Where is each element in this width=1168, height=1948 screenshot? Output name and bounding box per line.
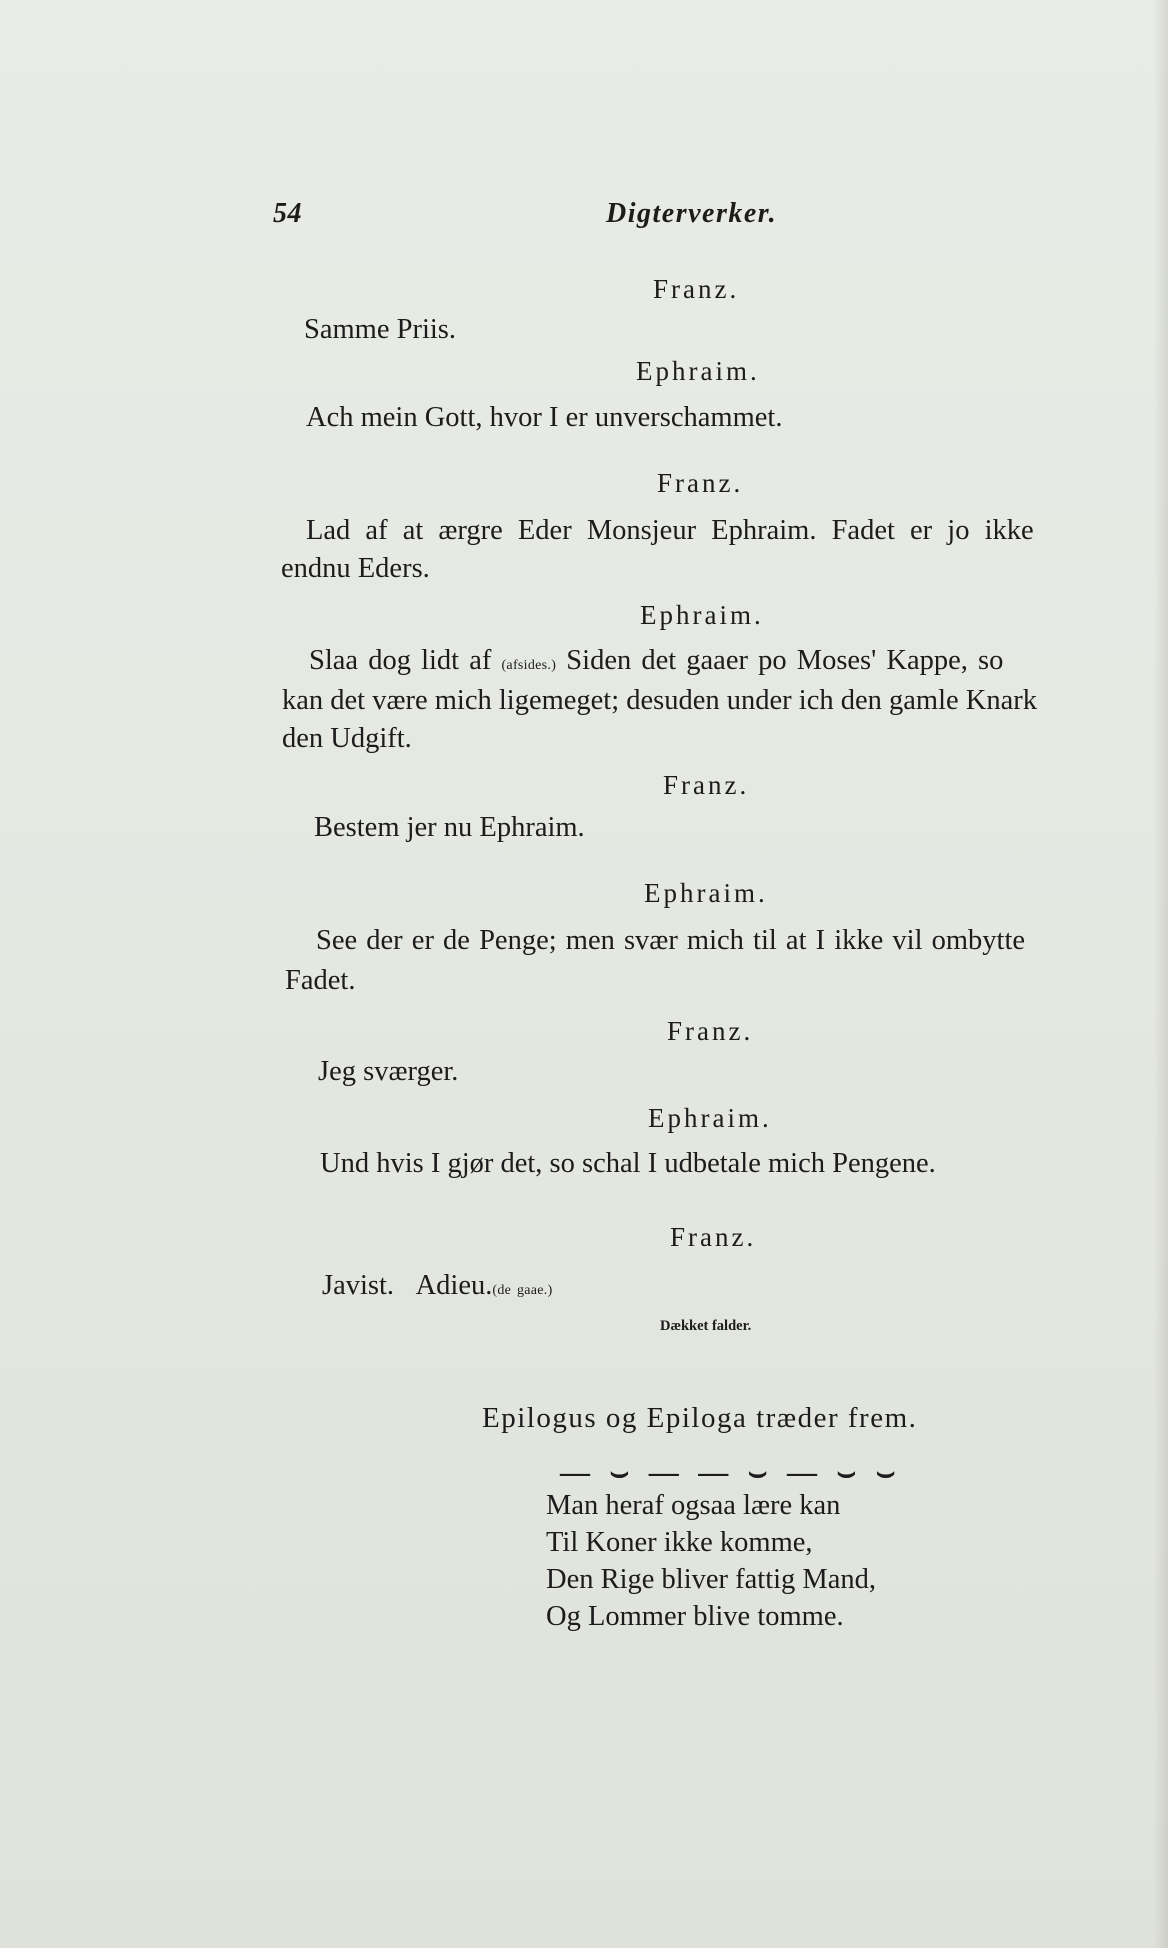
dialogue-line: Bestem jer nu Ephraim. — [314, 812, 585, 843]
dialogue-line-continued: Fadet. — [285, 965, 356, 996]
dialogue-line: Und hvis I gjør det, so schal I udbetale mich Pengene. — [320, 1148, 936, 1179]
dialogue-text: Siden det gaaer po Moses' Kappe, so — [566, 645, 1004, 676]
verse-line: Den Rige bliver fattig Mand, — [546, 1564, 877, 1595]
verse-line: Til Koner ikke komme, — [546, 1527, 813, 1558]
dialogue-line-continued: kan det være mich ligemeget; desuden under ich den gamle Knark — [282, 685, 1037, 716]
dialogue-line: See der er de Penge; men svær mich til at I ikke vil ombytte — [316, 925, 1026, 956]
epilogue-heading: Epilogus og Epiloga træder frem. — [482, 1402, 918, 1434]
speaker-name: Franz. — [670, 1222, 757, 1252]
dialogue-line — [322, 1265, 553, 1312]
dialogue-line: Lad af at ærgre Eder Monsjeur Ephraim. Fadet er jo ikke — [306, 515, 1034, 546]
metrical-scansion: — ⌣ — — ⌣ — ⌣ ⌣ — [560, 1456, 902, 1489]
page-header — [0, 198, 1168, 238]
page-edge-shadow — [1154, 0, 1168, 1948]
speaker-name: Franz. — [663, 770, 750, 800]
page-number: 54 — [273, 198, 302, 229]
speaker-name: Franz. — [667, 1016, 754, 1046]
dialogue-text: Javist. Adieu. — [322, 1270, 493, 1301]
speaker-name: Ephraim. — [636, 356, 760, 386]
stage-direction: (de gaae.) — [492, 1283, 553, 1298]
verse-line: Man heraf ogsaa lære kan — [546, 1490, 841, 1521]
stage-direction: (afsides.) — [501, 658, 557, 673]
dialogue-line-continued: endnu Eders. — [281, 553, 430, 584]
dialogue-text: Slaa dog lidt af — [309, 645, 492, 676]
dialogue-line: Samme Priis. — [304, 314, 457, 345]
speaker-name: Franz. — [653, 274, 740, 304]
curtain-direction: Dækket falder. — [660, 1318, 752, 1334]
speaker-name: Ephraim. — [644, 878, 768, 908]
dialogue-line-continued: den Udgift. — [282, 723, 412, 754]
dialogue-line: Ach mein Gott, hvor I er unverschammet. — [306, 402, 783, 433]
speaker-name: Ephraim. — [648, 1103, 772, 1133]
speaker-name: Ephraim. — [640, 600, 764, 630]
running-title: Digterverker. — [606, 198, 778, 229]
verse-line: Og Lommer blive tomme. — [546, 1601, 844, 1632]
speaker-name: Franz. — [657, 468, 744, 498]
dialogue-line: Jeg sværger. — [318, 1056, 459, 1087]
